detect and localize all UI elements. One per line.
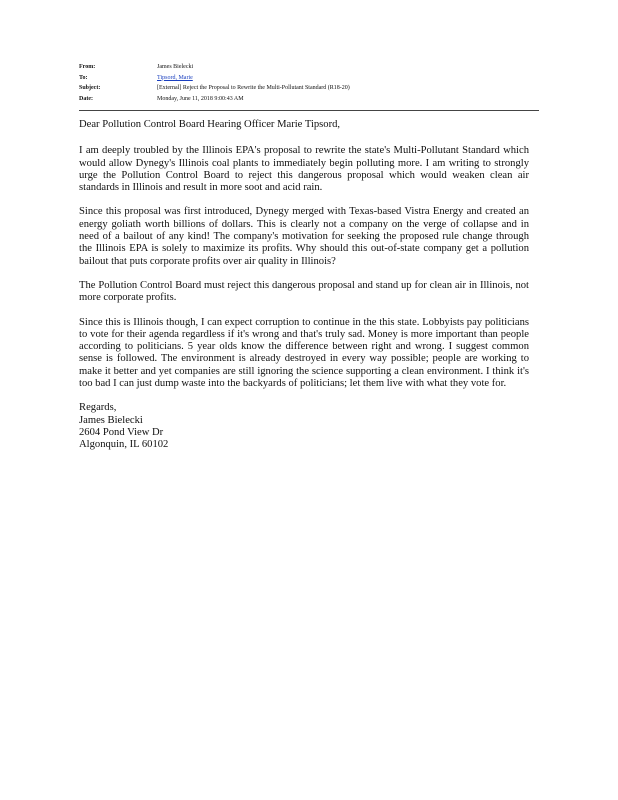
letter-body [79, 119, 529, 452]
paragraph-2: Since this proposal was first introduced, Dynegy merged with Texas-based Vistra Energy and created an energy goliath worth billions of dollars. This is clearly not a company on the verge of collapse and in need of a bailout of any kind! The company's motivation for seeking the proposed rule change through the Illinois EPA is solely to maximize its profits. Why should this out-of-state company get a pollution bailout that puts corporate profits over air quality in Illinois? [79, 206, 529, 267]
header-divider [79, 110, 539, 111]
paragraph-1: I am deeply troubled by the Illinois EPA's proposal to rewrite the state's Multi-Pollutant Standard which would allow Dynegy's Illinois coal plants to immediately begin polluting more. I am writing to strongly urge the Pollution Control Board to reject this dangerous proposal which would weaken clean air standards in Illinois and result in more soot and acid rain. [79, 145, 529, 194]
from-value: James Bielecki [157, 64, 194, 70]
salutation: Dear Pollution Control Board Hearing Officer Marie Tipsord, [79, 119, 341, 130]
to-label: To: [79, 74, 88, 81]
paragraph-3: The Pollution Control Board must reject this dangerous proposal and stand up for clean air in Illinois, not more corporate profits. [79, 279, 529, 304]
date-label: Date: [79, 95, 93, 102]
signature-name: James Bielecki [79, 414, 143, 426]
from-label: From: [79, 64, 96, 70]
closing: Regards, [79, 402, 117, 414]
to-value-link[interactable]: Tipsord, Marie [157, 74, 193, 81]
subject-row [79, 83, 539, 94]
email-header [79, 62, 539, 104]
subject-label: Subject: [79, 85, 101, 92]
date-value: Monday, June 11, 2018 9:00:43 AM [157, 95, 244, 102]
paragraph-4: Since this is Illinois though, I can expect corruption to continue in the this state. Lobbyists pay politicians to vote for their agenda regardless if it's wrong and that's truly sad. Money is more important than people according to politicians. 5 year olds know the difference between right and wrong. I suggest common sense is followed. The environment is already destroyed in every way possible; people are working to make it better and yet companies are still ignoring the science supporting a clean environment. I think it's too bad I can just dump waste into the backyards of politicians; let them live with what they vote for. [79, 316, 529, 390]
date-row [79, 94, 539, 105]
signature-block [79, 402, 529, 451]
address-line-1: 2604 Pond View Dr [79, 426, 164, 438]
address-line-2: Algonquin, IL 60102 [79, 439, 169, 451]
to-row [79, 73, 539, 84]
from-row [79, 62, 539, 73]
subject-value: [External] Reject the Proposal to Rewrite the Multi-Pollutant Standard (R18-20) [157, 85, 350, 92]
